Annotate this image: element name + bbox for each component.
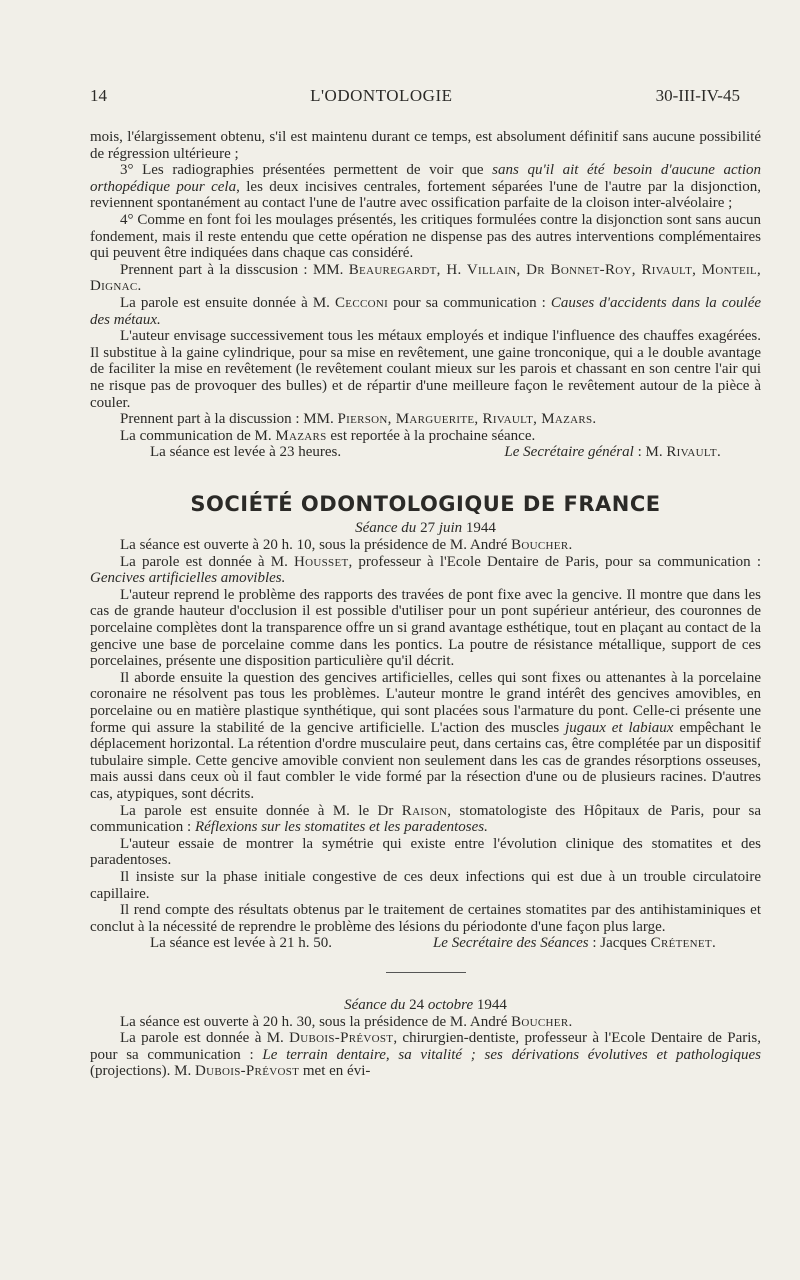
section-divider	[386, 972, 466, 973]
closing-signature: La séance est levée à 21 h. 50. Le Secrétaire des Séances : Jacques Crétenet.	[150, 935, 716, 952]
paragraph: Il insiste sur la phase initiale congestive de ces deux infections qui est due à un trouble circulatoire capillaire.	[90, 868, 761, 902]
closing-signature: La séance est levée à 23 heures. Le Secrétaire général : M. Rivault.	[150, 444, 721, 461]
paragraph: L'auteur envisage successivement tous les métaux employés et indique l'influence des chauffes exagérées. Il substitue à la gaine cylindrique, pour sa mise en revêtement, une gaine tronconique, qui a le double avantage de faciliter la mise en revêtement (le revêtement coulant mieux sur les parois et chassant en son centre l'air qui ne risque pas de provoquer des bulles) et de répartir d'une meilleure façon le revêtement autour de la pièce à couler.	[90, 328, 761, 411]
session-date: Séance du 27 juin 1944	[355, 520, 496, 537]
paragraph: L'auteur essaie de montrer la symétrie qui existe entre l'évolution clinique des stomatites et des paradentoses.	[90, 835, 761, 869]
paragraph: Prennent part à la discussion : MM. Pierson, Marguerite, Rivault, Mazars.	[120, 411, 597, 428]
body-text	[90, 129, 761, 1080]
paragraph: La communication de M. Mazars est reportée à la prochaine séance.	[120, 427, 536, 444]
paragraph: 3° Les radiographies présentées permettent de voir que sans qu'il ait été besoin d'aucune action orthopédique pour cela, les deux incisives centrales, fortement séparées l'une de l'autre par la disjonction, reviennent spontanément au contact l'une de l'autre avec ossification parfaite de la cloison inter-alvéolaire ;	[90, 162, 761, 212]
paragraph: La parole est ensuite donnée à M. le Dr Raison, stomatologiste des Hôpitaux de Paris, pour sa communication : Réflexions sur les stomatites et les paradentoses.	[90, 802, 761, 836]
session-date: Séance du 24 octobre 1944	[344, 996, 507, 1013]
paragraph: Il aborde ensuite la question des gencives artificielles, celles qui sont fixes ou attenantes à la porcelaine coronaire ne résolvent pas tous les problèmes. L'auteur montre le grand intérêt des gencives amovibles, en porcelaine ou en matière plastique synthétique, qui sont placées sous l'armature du pont. Celle-ci présente une forme qui assure la stabilité de la gencive artificielle. L'action des muscles jugaux et labiaux empêchant le déplacement horizontal. La rétention d'ordre musculaire peut, dans certains cas, être complétée par un dispositif tubulaire simple. Cette gencive amovible convient non seulement dans les cas de grandes résorptions osseuses, mais aussi dans ceux où il faut combler le vide formé par la résection d'une ou de plusieurs racines. D'autres cas, atypiques, sont décrits.	[90, 669, 761, 802]
journal-title: L'ODONTOLOGIE	[310, 86, 453, 105]
page-header	[90, 86, 740, 106]
paragraph: Il rend compte des résultats obtenus par le traitement de certaines stomatites par des antihistaminiques et conclut à la nécessité de reprendre le problème des lésions du périodonte d'une façon plus large.	[90, 902, 761, 935]
paragraph: La séance est ouverte à 20 h. 10, sous la présidence de M. André Boucher.	[120, 537, 573, 554]
paragraph: La parole est donnée à M. Dubois-Prévost, chirurgien-dentiste, professeur à l'Ecole Dentaire de Paris, pour sa communication : Le terrain dentaire, sa vitalité ; ses dérivations évolutives et pathologiques (projections). M. Dubois-Prévost met en évi-	[90, 1030, 762, 1080]
paragraph: mois, l'élargissement obtenu, s'il est maintenu durant ce temps, est absolument définitif sans aucune possibilité de régression ultérieure ;	[90, 129, 761, 162]
paragraph: La séance est ouverte à 20 h. 30, sous la présidence de M. André Boucher.	[120, 1013, 573, 1030]
paragraph: La parole est donnée à M. Housset, professeur à l'Ecole Dentaire de Paris, pour sa communication : Gencives artificielles amovibles.	[90, 553, 761, 587]
paragraph: Prennent part à la disscusion : MM. Beauregardt, H. Villain, Dr Bonnet-Roy, Rivault, Monteil, Dignac.	[90, 261, 761, 295]
issue-date: 30-III-IV-45	[655, 86, 740, 105]
society-heading: SOCIÉTÉ ODONTOLOGIQUE DE FRANCE	[190, 491, 661, 516]
paragraph: 4° Comme en font foi les moulages présentés, les critiques formulées contre la disjonction sont sans aucun fondement, mais il reste entendu que cette opération ne dispense pas des autres interventions complémentaires qui peuvent être indiquées dans chaque cas considéré.	[90, 211, 761, 262]
paragraph: L'auteur reprend le problème des rapports des travées de pont fixe avec la gencive. Il montre que dans les cas de grande hauteur d'occlusion il est possible d'utiliser pour un pont supérieur antérieur, des couronnes de porcelaine complètes dont la transparence offre un si grand avantage esthétique, tout en plaçant au contact de la gencive une base de porcelaine comme dans les pontics. La poutre de résistance métallique, support de ces porcelaines, présente une disposition particulière qu'il décrit.	[90, 586, 761, 670]
paragraph: La parole est ensuite donnée à M. Cecconi pour sa communication : Causes d'accidents dans la coulée des métaux.	[90, 294, 762, 328]
page-number: 14	[90, 86, 107, 105]
